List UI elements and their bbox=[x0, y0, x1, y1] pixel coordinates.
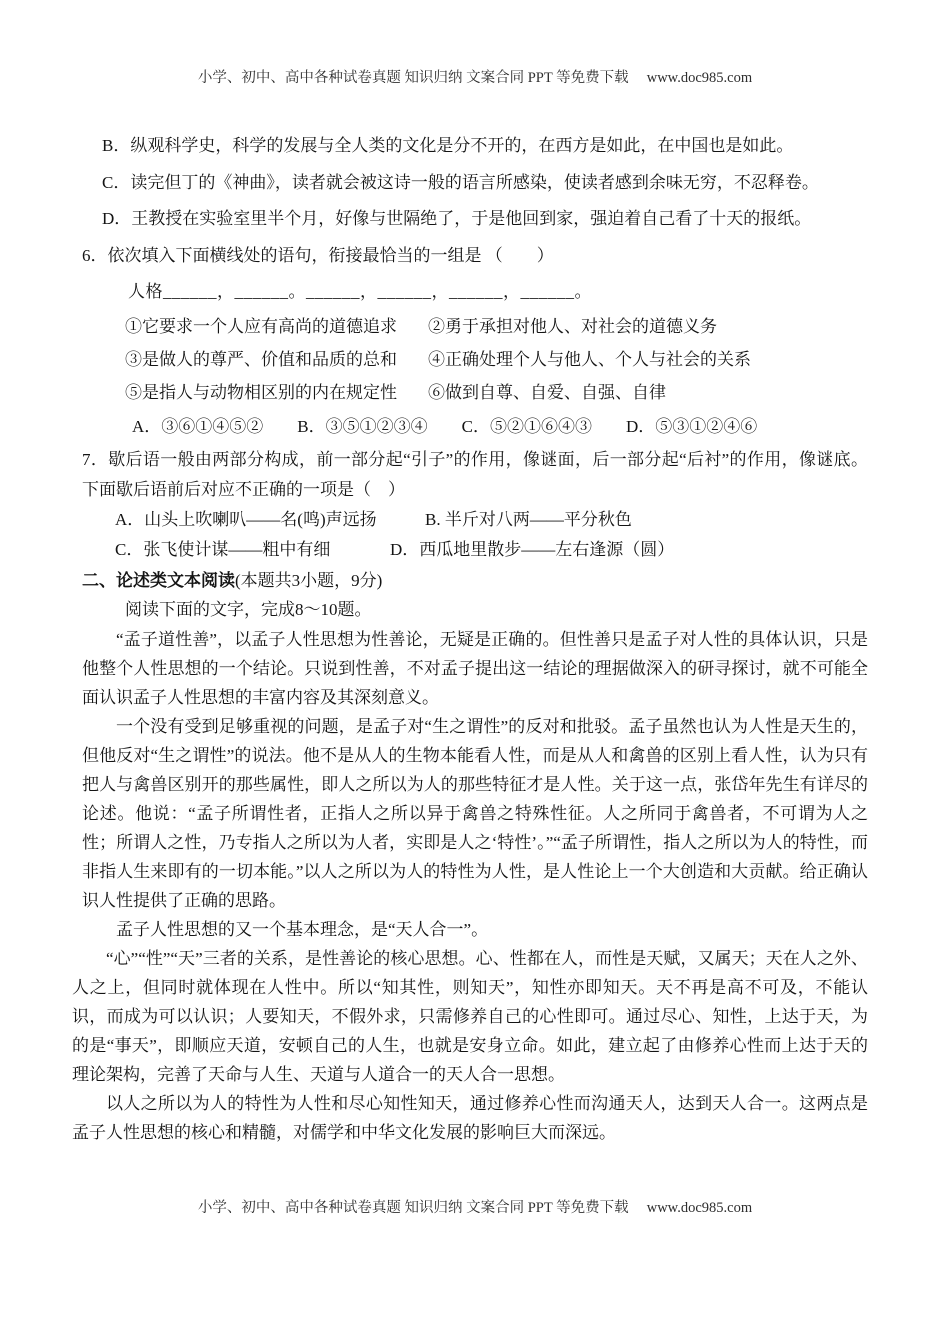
question7-option-d: D．西瓜地里散步——左右逢源（圆） bbox=[390, 540, 675, 559]
question7-option-row bbox=[82, 505, 868, 536]
reading-instruction: 阅读下面的文字，完成8～10题。 bbox=[125, 599, 372, 619]
question5-option-c: C．读完但丁的《神曲》，读者就会被这诗一般的语言所感染，使读者感到余味无穷，不忍释卷。 bbox=[102, 172, 819, 192]
question6-blanks-line: 人格______，______。______，______，______，______。 bbox=[128, 281, 592, 301]
passage-paragraph-3: 孟子人性思想的又一个基本理念，是“天人合一”。 bbox=[116, 919, 489, 939]
question6-item-6: ⑥做到自尊、自爱、自强、自律 bbox=[428, 382, 666, 402]
passage-paragraph-4: “心”“性”“天”三者的关系，是性善论的核心思想。心、性都在人，而性是天赋，又属天；天在人之外、人之上，但同时就体现在人性中。所以“知其性，则知天”，知性亦即知天。天不再是高不可及，不能认识，而成为可以认识；人要知天，不假外求，只需修养自己的心性即可。通过尽心、知性，上达于天，为的是“事天”，即顺应天道，安顿自己的人生，也就是安身立命。如此，建立起了由修养心性而上达于天的理论架构，完善了天命与人生、天道与人道合一的天人合一思想。 bbox=[72, 948, 868, 1084]
document-content bbox=[72, 128, 868, 1147]
question7-option-row bbox=[82, 535, 868, 566]
question6-item-row bbox=[82, 310, 868, 343]
section2-heading-note: (本题共3小题，9分) bbox=[235, 570, 383, 590]
passage-paragraph-1: “孟子道性善”，以孟子人性思想为性善论，无疑是正确的。但性善只是孟子对人性的具体认识，只是他整个人性思想的一个结论。只说到性善，不对孟子提出这一结论的理据做深入的研寻探讨，就不可能全面认识孟子人性思想的丰富内容及其深刻意义。 bbox=[82, 629, 868, 707]
question7-option-a: A．山头上吹喇叭——名(鸣)声远扬 bbox=[115, 509, 377, 529]
question7-option-c: C．张飞使计谋——粗中有细 bbox=[115, 540, 331, 559]
question6-item-row bbox=[82, 343, 868, 376]
question6-item-5: ⑤是指人与动物相区别的内在规定性 bbox=[125, 382, 397, 402]
reading-passage bbox=[72, 625, 868, 1147]
passage-paragraph-5: 以人之所以为人的特性为人性和尽心知性知天，通过修养心性而沟通天人，达到天人合一。这两点是孟子人性思想的核心和精髓，对儒学和中华文化发展的影响巨大而深远。 bbox=[72, 1093, 868, 1142]
question7-option-b: B. 半斤对八两——平分秋色 bbox=[425, 509, 632, 529]
question7-stem: 7．歇后语一般由两部分构成，前一部分起“引子”的作用，像谜面，后一部分起“后衬”的作用，像谜底。下面歇后语前后对应不正确的一项是（ ） bbox=[82, 449, 868, 499]
footer-watermark: 小学、初中、高中各种试卷真题 知识归纳 文案合同 PPT 等免费下载 www.doc985.com bbox=[197, 1200, 753, 1216]
question6-item-2: ②勇于承担对他人、对社会的道德义务 bbox=[428, 316, 717, 336]
section2-heading-title: 二、论述类文本阅读 bbox=[82, 570, 235, 590]
question6-stem: 6．依次填入下面横线处的语句，衔接最恰当的一组是 （ ） bbox=[82, 245, 554, 265]
question6-item-4: ④正确处理个人与他人、个人与社会的关系 bbox=[428, 349, 751, 369]
question6-item-row bbox=[82, 376, 868, 409]
question6-item-1: ①它要求一个人应有高尚的道德追求 bbox=[125, 316, 397, 336]
question5-option-b: B．纵观科学史，科学的发展与全人类的文化是分不开的，在西方是如此，在中国也是如此。 bbox=[102, 136, 794, 155]
passage-paragraph-2: 一个没有受到足够重视的问题，是孟子对“生之谓性”的反对和批驳。孟子虽然也认为人性是天生的，但他反对“生之谓性”的说法。他不是从人的生物本能看人性，而是从人和禽兽的区别上看人性，认为只有把人与禽兽区别开的那些属性，即人之所以为人的那些特征才是人性。关于这一点，张岱年先生有详尽的论述。他说：“孟子所谓性者，正指人之所以异于禽兽之特殊性征。人之所同于禽兽者，不可谓为人之性；所谓人之性，乃专指人之所以为人者，实即是人之‘特性’。”“孟子所谓性，指人之所以为人的特性，而非指人生来即有的一切本能。”以人之所以为人的特性为人性，是人性论上一个大创造和大贡献。给正确认识人性提供了正确的思路。 bbox=[82, 716, 868, 910]
question6-item-3: ③是做人的尊严、价值和品质的总和 bbox=[125, 349, 397, 369]
header-watermark: 小学、初中、高中各种试卷真题 知识归纳 文案合同 PPT 等免费下载 www.doc985.com bbox=[197, 70, 753, 86]
question6-choices: A．③⑥①④⑤② B．③⑤①②③④ C．⑤②①⑥④③ D．⑤③①②④⑥ bbox=[132, 416, 758, 436]
section2-heading bbox=[82, 566, 868, 595]
question5-option-d: D．王教授在实验室里半个月，好像与世隔绝了，于是他回到家，强迫着自己看了十天的报纸。 bbox=[102, 209, 812, 228]
